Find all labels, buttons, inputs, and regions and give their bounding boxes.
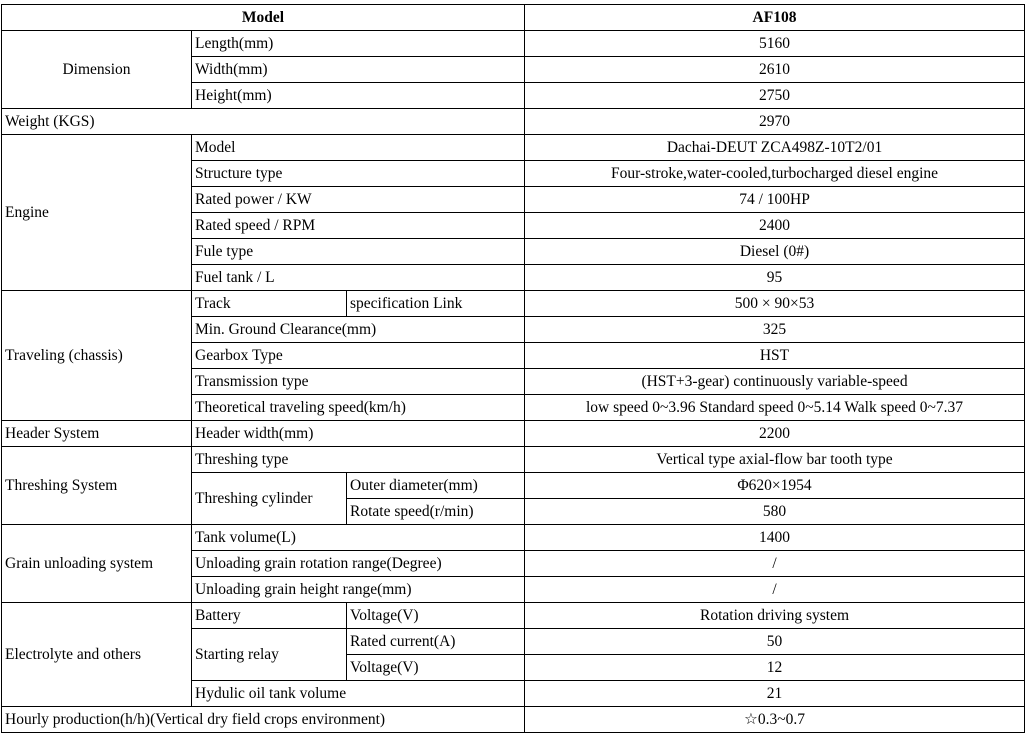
ground-clearance-value: 325 (525, 317, 1025, 343)
weight-label: Weight (KGS) (2, 109, 525, 135)
table-row (2, 5, 1025, 31)
header-system-label: Header System (2, 421, 192, 447)
track-value: 500 × 90×53 (525, 291, 1025, 317)
threshing-type-label: Threshing type (192, 447, 525, 473)
width-value: 2610 (525, 57, 1025, 83)
threshing-cylinder-label: Threshing cylinder (192, 473, 347, 525)
electrolyte-group-label: Electrolyte and others (2, 603, 192, 707)
unloading-height-label: Unloading grain height range(mm) (192, 577, 525, 603)
height-value: 2750 (525, 83, 1025, 109)
table-row (2, 421, 1025, 447)
battery-voltage-label: Voltage(V) (347, 603, 525, 629)
relay-voltage-label: Voltage(V) (347, 655, 525, 681)
height-label: Height(mm) (192, 83, 525, 109)
unloading-rotation-value: / (525, 551, 1025, 577)
fuel-type-label: Fule type (192, 239, 525, 265)
battery-label: Battery (192, 603, 347, 629)
rated-speed-value: 2400 (525, 213, 1025, 239)
fuel-tank-label: Fuel tank / L (192, 265, 525, 291)
unloading-rotation-label: Unloading grain rotation range(Degree) (192, 551, 525, 577)
ground-clearance-label: Min. Ground Clearance(mm) (192, 317, 525, 343)
engine-group-label: Engine (2, 135, 192, 291)
model-header-value: AF108 (525, 5, 1025, 31)
hourly-production-value: ☆0.3~0.7 (525, 707, 1025, 733)
fuel-tank-value: 95 (525, 265, 1025, 291)
outer-diameter-value: Φ620×1954 (525, 473, 1025, 499)
hourly-production-label: Hourly production(h/h)(Vertical dry field crops environment) (2, 707, 525, 733)
transmission-type-value: (HST+3-gear) continuously variable-speed (525, 369, 1025, 395)
table-row (2, 447, 1025, 473)
header-width-value: 2200 (525, 421, 1025, 447)
rotate-speed-label: Rotate speed(r/min) (347, 499, 525, 525)
dimension-group-label: Dimension (2, 31, 192, 109)
transmission-type-label: Transmission type (192, 369, 525, 395)
unloading-height-value: / (525, 577, 1025, 603)
threshing-type-value: Vertical type axial-flow bar tooth type (525, 447, 1025, 473)
table-row (2, 707, 1025, 733)
spec-table (1, 4, 1025, 733)
header-width-label: Header width(mm) (192, 421, 525, 447)
weight-value: 2970 (525, 109, 1025, 135)
rated-power-label: Rated power / KW (192, 187, 525, 213)
model-header-label: Model (2, 5, 525, 31)
gearbox-type-value: HST (525, 343, 1025, 369)
rotate-speed-value: 580 (525, 499, 1025, 525)
width-label: Width(mm) (192, 57, 525, 83)
table-row (2, 603, 1025, 629)
hydraulic-oil-label: Hydulic oil tank volume (192, 681, 525, 707)
outer-diameter-label: Outer diameter(mm) (347, 473, 525, 499)
rated-current-value: 50 (525, 629, 1025, 655)
tank-volume-value: 1400 (525, 525, 1025, 551)
rated-current-label: Rated current(A) (347, 629, 525, 655)
starting-relay-label: Starting relay (192, 629, 347, 681)
rated-power-value: 74 / 100HP (525, 187, 1025, 213)
battery-voltage-value: Rotation driving system (525, 603, 1025, 629)
tank-volume-label: Tank volume(L) (192, 525, 525, 551)
traveling-speed-label: Theoretical traveling speed(km/h) (192, 395, 525, 421)
threshing-group-label: Threshing System (2, 447, 192, 525)
table-row (2, 109, 1025, 135)
structure-type-value: Four-stroke,water-cooled,turbocharged diesel engine (525, 161, 1025, 187)
structure-type-label: Structure type (192, 161, 525, 187)
traveling-group-label: Traveling (chassis) (2, 291, 192, 421)
grain-group-label: Grain unloading system (2, 525, 192, 603)
engine-model-value: Dachai-DEUT ZCA498Z-10T2/01 (525, 135, 1025, 161)
length-label: Length(mm) (192, 31, 525, 57)
rated-speed-label: Rated speed / RPM (192, 213, 525, 239)
table-row (2, 525, 1025, 551)
track-label: Track (192, 291, 347, 317)
track-spec-label: specification Link (347, 291, 525, 317)
length-value: 5160 (525, 31, 1025, 57)
relay-voltage-value: 12 (525, 655, 1025, 681)
traveling-speed-value: low speed 0~3.96 Standard speed 0~5.14 Walk speed 0~7.37 (525, 395, 1025, 421)
table-row (2, 291, 1025, 317)
fuel-type-value: Diesel (0#) (525, 239, 1025, 265)
engine-model-label: Model (192, 135, 525, 161)
table-row (2, 135, 1025, 161)
gearbox-type-label: Gearbox Type (192, 343, 525, 369)
hydraulic-oil-value: 21 (525, 681, 1025, 707)
table-row (2, 31, 1025, 57)
